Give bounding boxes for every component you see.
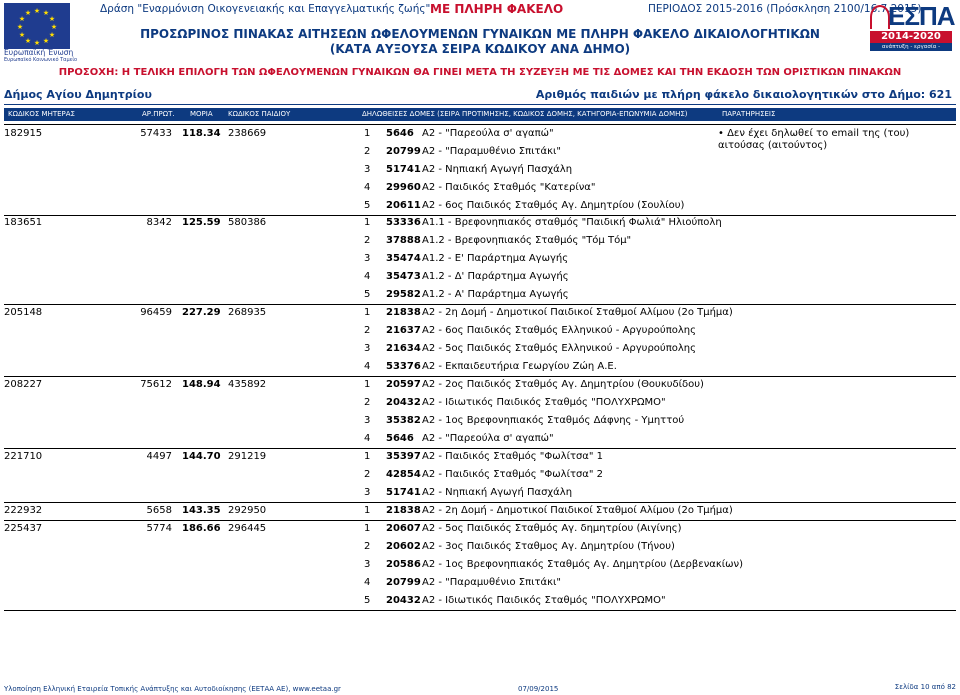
structure-code: 20597 bbox=[386, 379, 421, 390]
footer-page: Σελίδα 10 από 82 bbox=[894, 683, 956, 691]
preference-order: 5 bbox=[364, 289, 371, 300]
structure-name: Α2 - 5ος Παιδικός Σταθμός Αγ. δημητρίου (Αιγίνης) bbox=[422, 523, 682, 534]
preference-order: 4 bbox=[364, 361, 371, 372]
score: 144.70 bbox=[182, 451, 221, 462]
structure-preference bbox=[4, 523, 956, 541]
score: 118.34 bbox=[182, 128, 221, 139]
structure-preference bbox=[4, 397, 956, 415]
structure-code: 20611 bbox=[386, 200, 421, 211]
structure-name: Α2 - Παιδικός Σταθμός "Φωλίτσα" 2 bbox=[422, 469, 604, 480]
preference-order: 2 bbox=[364, 325, 371, 336]
structure-preference bbox=[4, 577, 956, 595]
svg-text:★: ★ bbox=[48, 15, 56, 23]
municipality-bar bbox=[4, 86, 956, 105]
child-code: 296445 bbox=[228, 523, 267, 534]
structure-code: 20799 bbox=[386, 146, 421, 157]
structure-preference bbox=[4, 164, 956, 182]
protocol-number: 4497 bbox=[146, 451, 172, 462]
child-code: 291219 bbox=[228, 451, 267, 462]
structure-preference bbox=[4, 307, 956, 325]
svg-text:★: ★ bbox=[33, 39, 41, 47]
children-count: Αριθμός παιδιών με πλήρη φάκελο δικαιολογητικών στο Δήμο: 621 bbox=[535, 88, 952, 101]
preference-order: 2 bbox=[364, 469, 371, 480]
structure-code: 20799 bbox=[386, 577, 421, 588]
svg-text:★: ★ bbox=[33, 7, 41, 15]
structure-code: 35382 bbox=[386, 415, 421, 426]
table-row bbox=[4, 376, 956, 449]
program-name: Δράση "Εναρμόνιση Οικογενειακής και Επαγγελματικής ζωής" bbox=[100, 3, 431, 15]
structure-code: 21637 bbox=[386, 325, 421, 336]
structure-code: 5646 bbox=[386, 128, 414, 139]
svg-text:★: ★ bbox=[24, 9, 32, 17]
structure-name: Α2 - 6ος Παιδικός Σταθμός Ελληνικού - Αργυρούπολης bbox=[422, 325, 696, 336]
structure-code: 29582 bbox=[386, 289, 421, 300]
structure-code: 29960 bbox=[386, 182, 421, 193]
warning-text: ΠΡΟΣΟΧΗ: Η ΤΕΛΙΚΗ ΕΠΙΛΟΓΗ ΤΩΝ ΩΦΕΛΟΥΜΕΝΩΝ ΓΥΝΑΙΚΩΝ ΘΑ ΓΙΝΕΙ ΜΕΤΑ ΤΗ ΣΥΖΕΥΞΗ ΜΕ ΤΙΣ ΔΟΜΕΣ ΚΑΙ ΤΗΝ ΕΚΔΟΣΗ ΤΩΝ ΟΡΙΣΤΙΚΩΝ ΠΙΝΑΚΩΝ bbox=[58, 67, 902, 78]
protocol-number: 57433 bbox=[140, 128, 172, 139]
child-code: 292950 bbox=[228, 505, 267, 516]
structure-name: Α2 - Ιδιωτικός Παιδικός Σταθμός "ΠΟΛΥΧΡΩΜΟ" bbox=[422, 397, 666, 408]
mother-code: 182915 bbox=[4, 128, 43, 139]
structure-name: Α2 - "Παρεούλα σ' αγαπώ" bbox=[422, 433, 554, 444]
structure-code: 21838 bbox=[386, 505, 421, 516]
eu-fund-text: Ευρωπαϊκό Κοινωνικό Ταμείο bbox=[4, 57, 78, 63]
structure-name: Α2 - "Παρεούλα σ' αγαπώ" bbox=[422, 128, 554, 139]
score: 227.29 bbox=[182, 307, 221, 318]
protocol-number: 5658 bbox=[146, 505, 172, 516]
svg-text:★: ★ bbox=[50, 23, 58, 31]
svg-text:★: ★ bbox=[48, 31, 56, 39]
table-row bbox=[4, 448, 956, 503]
mother-code: 183651 bbox=[4, 217, 43, 228]
file-status: ΜΕ ΠΛΗΡΗ ΦΑΚΕΛΟ bbox=[430, 2, 564, 16]
structure-code: 20602 bbox=[386, 541, 421, 552]
child-code: 435892 bbox=[228, 379, 267, 390]
structure-code: 20607 bbox=[386, 523, 421, 534]
col-mother-code: ΚΩΔΙΚΟΣ ΜΗΤΕΡΑΣ bbox=[8, 110, 75, 118]
structure-preference bbox=[4, 343, 956, 361]
svg-text:★: ★ bbox=[42, 37, 50, 45]
footer-date: 07/09/2015 bbox=[518, 685, 559, 693]
table-row bbox=[4, 214, 956, 305]
protocol-number: 75612 bbox=[140, 379, 172, 390]
structure-name: Α2 - Παιδικός Σταθμός "Κατερίνα" bbox=[422, 182, 596, 193]
structure-code: 51741 bbox=[386, 164, 421, 175]
structure-name: Α2 - "Παραμυθένιο Σπιτάκι" bbox=[422, 146, 561, 157]
structure-code: 21634 bbox=[386, 343, 421, 354]
child-code: 268935 bbox=[228, 307, 267, 318]
structure-preference bbox=[4, 559, 956, 577]
structure-preference bbox=[4, 415, 956, 433]
structure-preference bbox=[4, 253, 956, 271]
structure-code: 35397 bbox=[386, 451, 421, 462]
mother-code: 205148 bbox=[4, 307, 43, 318]
structure-name: Α2 - 1ος Βρεφονηπιακός Σταθμός Δάφνης - Υμηττού bbox=[422, 415, 685, 426]
preference-order: 1 bbox=[364, 523, 371, 534]
espa-logo bbox=[866, 1, 956, 58]
column-header-row bbox=[4, 108, 956, 121]
svg-text:★: ★ bbox=[18, 15, 26, 23]
score: 186.66 bbox=[182, 523, 221, 534]
structure-preference bbox=[4, 325, 956, 343]
preference-order: 2 bbox=[364, 397, 371, 408]
structure-code: 42854 bbox=[386, 469, 421, 480]
structure-name: Α2 - Νηπιακή Αγωγή Πασχάλη bbox=[422, 164, 573, 175]
structure-preference bbox=[4, 271, 956, 289]
col-protocol: ΑΡ.ΠΡΩΤ. bbox=[142, 110, 175, 118]
structure-code: 51741 bbox=[386, 487, 421, 498]
preference-order: 3 bbox=[364, 253, 371, 264]
structure-code: 37888 bbox=[386, 235, 421, 246]
preference-order: 3 bbox=[364, 487, 371, 498]
child-code: 238669 bbox=[228, 128, 267, 139]
mother-code: 222932 bbox=[4, 505, 43, 516]
preference-order: 4 bbox=[364, 433, 371, 444]
structure-code: 20586 bbox=[386, 559, 421, 570]
structure-name: Α2 - 1ος Βρεφονηπιακός Σταθμός Αγ. Δημητρίου (Δερβενακίων) bbox=[422, 559, 744, 570]
structure-name: Α1.2 - Ε' Παράρτημα Αγωγής bbox=[422, 253, 569, 264]
mother-code: 208227 bbox=[4, 379, 43, 390]
structure-name: Α2 - Εκπαιδευτήρια Γεωργίου Ζώη Α.Ε. bbox=[422, 361, 617, 372]
structure-code: 20432 bbox=[386, 397, 421, 408]
preference-order: 4 bbox=[364, 182, 371, 193]
mother-code: 225437 bbox=[4, 523, 43, 534]
structure-name: Α2 - Παιδικός Σταθμός "Φωλίτσα" 1 bbox=[422, 451, 604, 462]
preference-order: 1 bbox=[364, 379, 371, 390]
table-row bbox=[4, 502, 956, 521]
preference-order: 2 bbox=[364, 235, 371, 246]
col-child-code: ΚΩΔΙΚΟΣ ΠΑΙΔΙΟΥ bbox=[228, 110, 291, 118]
preference-order: 4 bbox=[364, 271, 371, 282]
espa-slogan: ανάπτυξη - εργασία - αλληλεγγύη bbox=[870, 43, 952, 51]
structure-name: Α2 - 5ος Παιδικός Σταθμός Ελληνικού - Αργυρούπολης bbox=[422, 343, 696, 354]
title-line-1: ΠΡΟΣΩΡΙΝΟΣ ΠΙΝΑΚΑΣ ΑΙΤΗΣΕΩΝ ΩΦΕΛΟΥΜΕΝΩΝ ΓΥΝΑΙΚΩΝ ΜΕ ΠΛΗΡΗ ΦΑΚΕΛΟ ΔΙΚΑΙΟΛΟΓΗΤΙΚΩΝ bbox=[140, 27, 820, 41]
preference-order: 3 bbox=[364, 164, 371, 175]
col-score: ΜΟΡΙΑ bbox=[190, 110, 213, 118]
structure-name: Α2 - 6ος Παιδικός Σταθμός Αγ. Δημητρίου (Σουλίου) bbox=[422, 200, 685, 211]
structure-preference bbox=[4, 451, 956, 469]
espa-word: ΕΣΠΑ bbox=[888, 1, 955, 31]
structure-name: Α1.2 - Βρεφονηπιακός Σταθμός "Τόμ Τόμ" bbox=[422, 235, 632, 246]
structure-preference bbox=[4, 217, 956, 235]
structure-name: Α1.1 - Βρεφονηπιακός σταθμός "Παιδική Φωλιά" Ηλιούπολη bbox=[422, 217, 722, 228]
structure-name: Α1.2 - Α' Παράρτημα Αγωγής bbox=[422, 289, 569, 300]
protocol-number: 96459 bbox=[140, 307, 172, 318]
preference-order: 1 bbox=[364, 217, 371, 228]
score: 143.35 bbox=[182, 505, 221, 516]
espa-years: 2014-2020 bbox=[870, 31, 952, 43]
structure-preference bbox=[4, 235, 956, 253]
score: 148.94 bbox=[182, 379, 221, 390]
structure-preference bbox=[4, 182, 956, 200]
period: ΠΕΡΙΟΔΟΣ 2015-2016 (Πρόσκληση 2100/16.7.2015) bbox=[648, 3, 922, 15]
structure-code: 35474 bbox=[386, 253, 421, 264]
preference-order: 1 bbox=[364, 451, 371, 462]
preference-order: 5 bbox=[364, 200, 371, 211]
svg-text:★: ★ bbox=[24, 37, 32, 45]
svg-text:★: ★ bbox=[18, 31, 26, 39]
preference-order: 4 bbox=[364, 577, 371, 588]
eu-caption-text: Ευρωπαϊκή Ένωση bbox=[4, 48, 74, 57]
col-structures: ΔΗΛΩΘΕΙΣΕΣ ΔΟΜΕΣ (ΣΕΙΡΑ ΠΡΟΤΙΜΗΣΗΣ, ΚΩΔΙΚΟΣ ΔΟΜΗΣ, ΚΑΤΗΓΟΡΙΑ-ΕΠΩΝΥΜΙΑ ΔΟΜΗΣ) bbox=[362, 110, 688, 118]
svg-text:★: ★ bbox=[42, 9, 50, 17]
footer-org: Υλοποίηση Ελληνική Εταιρεία Τοπικής Ανάπτυξης και Αυτοδιοίκησης (ΕΕΤΑΑ ΑΕ), www.eetaa.gr bbox=[4, 685, 341, 693]
protocol-number: 8342 bbox=[146, 217, 172, 228]
structure-name: Α2 - Νηπιακή Αγωγή Πασχάλη bbox=[422, 487, 573, 498]
svg-text:★: ★ bbox=[16, 23, 24, 31]
table-row bbox=[4, 304, 956, 377]
structure-preference bbox=[4, 595, 956, 613]
structure-name: Α1.2 - Δ' Παράρτημα Αγωγής bbox=[422, 271, 569, 282]
structure-name: Α2 - 2η Δομή - Δημοτικοί Παιδικοί Σταθμοί Αλίμου (2ο Τμήμα) bbox=[422, 307, 733, 318]
preference-order: 2 bbox=[364, 146, 371, 157]
structure-preference bbox=[4, 379, 956, 397]
page-header bbox=[0, 0, 960, 98]
table-row bbox=[4, 124, 956, 216]
col-remarks: ΠΑΡΑΤΗΡΗΣΕΙΣ bbox=[722, 110, 776, 118]
preference-order: 5 bbox=[364, 595, 371, 606]
preference-order: 1 bbox=[364, 307, 371, 318]
structure-name: Α2 - "Παραμυθένιο Σπιτάκι" bbox=[422, 577, 561, 588]
structure-preference bbox=[4, 469, 956, 487]
espa-mark-icon bbox=[870, 5, 890, 29]
table-row bbox=[4, 520, 956, 611]
child-code: 580386 bbox=[228, 217, 267, 228]
structure-name: Α2 - 3ος Παιδικός Σταθμος Αγ. Δημητρίου (Τήνου) bbox=[422, 541, 675, 552]
structure-code: 35473 bbox=[386, 271, 421, 282]
title-line-2: (ΚΑΤΑ ΑΥΞΟΥΣΑ ΣΕΙΡΑ ΚΩΔΙΚΟΥ ΑΝΑ ΔΗΜΟ) bbox=[329, 42, 631, 56]
structure-preference bbox=[4, 541, 956, 559]
preference-order: 1 bbox=[364, 128, 371, 139]
score: 125.59 bbox=[182, 217, 221, 228]
preference-order: 1 bbox=[364, 505, 371, 516]
structure-name: Α2 - Ιδιωτικός Παιδικός Σταθμός "ΠΟΛΥΧΡΩΜΟ" bbox=[422, 595, 666, 606]
preference-order: 2 bbox=[364, 541, 371, 552]
preference-order: 3 bbox=[364, 343, 371, 354]
structure-code: 21838 bbox=[386, 307, 421, 318]
preference-order: 3 bbox=[364, 415, 371, 426]
mother-code: 221710 bbox=[4, 451, 43, 462]
structure-code: 53336 bbox=[386, 217, 421, 228]
structure-code: 20432 bbox=[386, 595, 421, 606]
remark-text: • Δεν έχει δηλωθεί το email της (του) αιτούσας (αιτούντος) bbox=[718, 128, 910, 151]
preference-order: 3 bbox=[364, 559, 371, 570]
structure-name: Α2 - 2η Δομή - Δημοτικοί Παιδικοί Σταθμοί Αλίμου (2ο Τμήμα) bbox=[422, 505, 733, 516]
municipality-name: Δήμος Αγίου Δημητρίου bbox=[4, 88, 152, 101]
structure-code: 53376 bbox=[386, 361, 421, 372]
structure-code: 5646 bbox=[386, 433, 414, 444]
protocol-number: 5774 bbox=[146, 523, 172, 534]
structure-name: Α2 - 2ος Παιδικός Σταθμός Αγ. Δημητρίου (Θουκυδίδου) bbox=[422, 379, 704, 390]
